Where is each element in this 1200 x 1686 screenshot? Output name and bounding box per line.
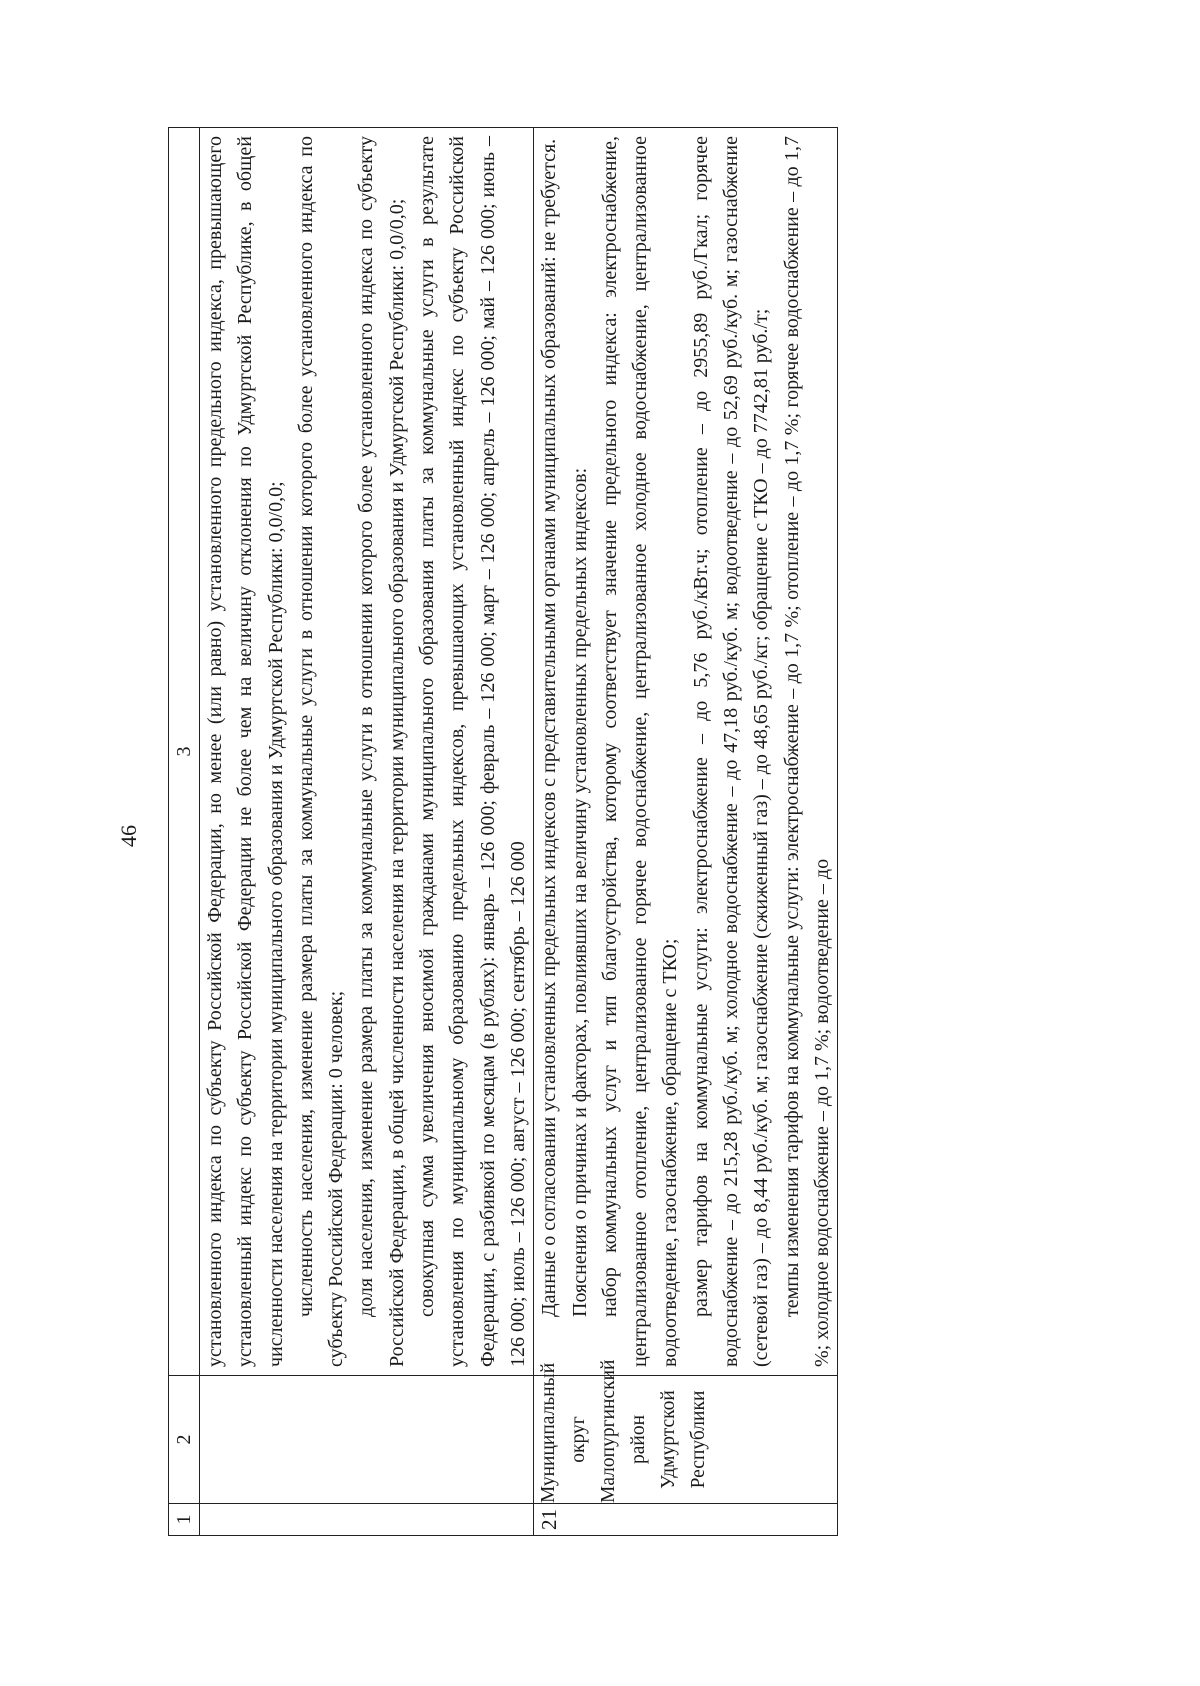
paragraph: Данные о согласовании установленных предельных индексов с представительными органами муниципальных образований: не требуется. [538, 138, 561, 1317]
municipality-cell: Муниципальный округ Малопургинский район Удмуртской Республики [534, 1376, 838, 1504]
row-number-cell [200, 1504, 534, 1536]
description-cell [200, 128, 534, 1376]
header-col-1: 1 [169, 1504, 200, 1536]
row-number-cell: 21 [534, 1504, 838, 1536]
paragraph: численность населения, изменение размера платы за коммунальные услуги в отношении которого более установленного индекса по субъекту Российской Федерации: 0 человек; [294, 136, 348, 1367]
index-table [168, 127, 838, 1536]
paragraph: установленного индекса по субъекту Российской Федерации, но менее (или равно) установленного предельного индекса, превышающего установленный индекс по субъекту Российской Федерации не более чем на величину отклонения по Удмуртской Республике, в общей численности населения на территории муниципального образования и Удмуртской Республики: 0,0/0,0; [204, 136, 287, 1367]
paragraph: набор коммунальных услуг и тип благоустройства, которому соответствует значение предельного индекса: электроснабжение, централизованное отопление, централизованное горячее водоснабжение, централизованное холодное водоснабжение, централизованное водоотведение, газоснабжение, обращение с ТКО; [598, 136, 682, 1367]
table-header-row [169, 128, 200, 1536]
table-row-21 [534, 128, 838, 1536]
header-col-2: 2 [169, 1376, 200, 1504]
paragraph: Пояснения о причинах и факторах, повлиявших на величину установленных предельных индексов: [568, 467, 591, 1317]
table-row-continued [200, 128, 534, 1536]
description-cell [534, 128, 838, 1376]
paragraph: размер тарифов на коммунальные услуги: электроснабжение – до 5,76 руб./кВт.ч; отопление – до 2955,89 руб./Гкал; горячее водоснабжение – до 215,28 руб./куб. м; холодное водоснабжение – до 47,18 руб./куб. м; водоотведение – до 52,69 руб./куб. м; газоснабжение (сетевой газ) – до 8,44 руб./куб. м; газоснабжение (сжиженный газ) – до 48,65 руб./кг; обращение с ТКО – до 7742,81 руб./т; [689, 136, 773, 1367]
paragraph: совокупная сумма увеличения вносимой гражданами муниципального образования платы за коммунальные услуги в результате установления по муниципальному образованию предельных индексов, превышающих установленный индекс по субъекту Российской Федерации, с разбивкой по месяцам (в рублях): январь – 126 000; февраль – 126 000; март – 126 000; апрель – 126 000; май – 126 000; июнь – 126 000; июль – 126 000; август – 126 000; сентябрь – 126 000 [416, 136, 529, 1367]
header-col-3: 3 [169, 128, 200, 1376]
municipality-cell [200, 1376, 534, 1504]
paragraph: доля населения, изменение размера платы за коммунальные услуги в отношении которого более установленного индекса по субъекту Российской Федерации, в общей численности населения на территории муниципального образования и Удмуртской Республики: 0,0/0,0; [355, 136, 408, 1367]
page-number: 46 [116, 825, 141, 847]
paragraph: темпы изменения тарифов на коммунальные услуги: электроснабжение – до 1,7 %; отопление – до 1,7 %; горячее водоснабжение – до 1,7 %; холодное водоснабжение – до 1,7 %; водоотведение – до [780, 136, 833, 1367]
